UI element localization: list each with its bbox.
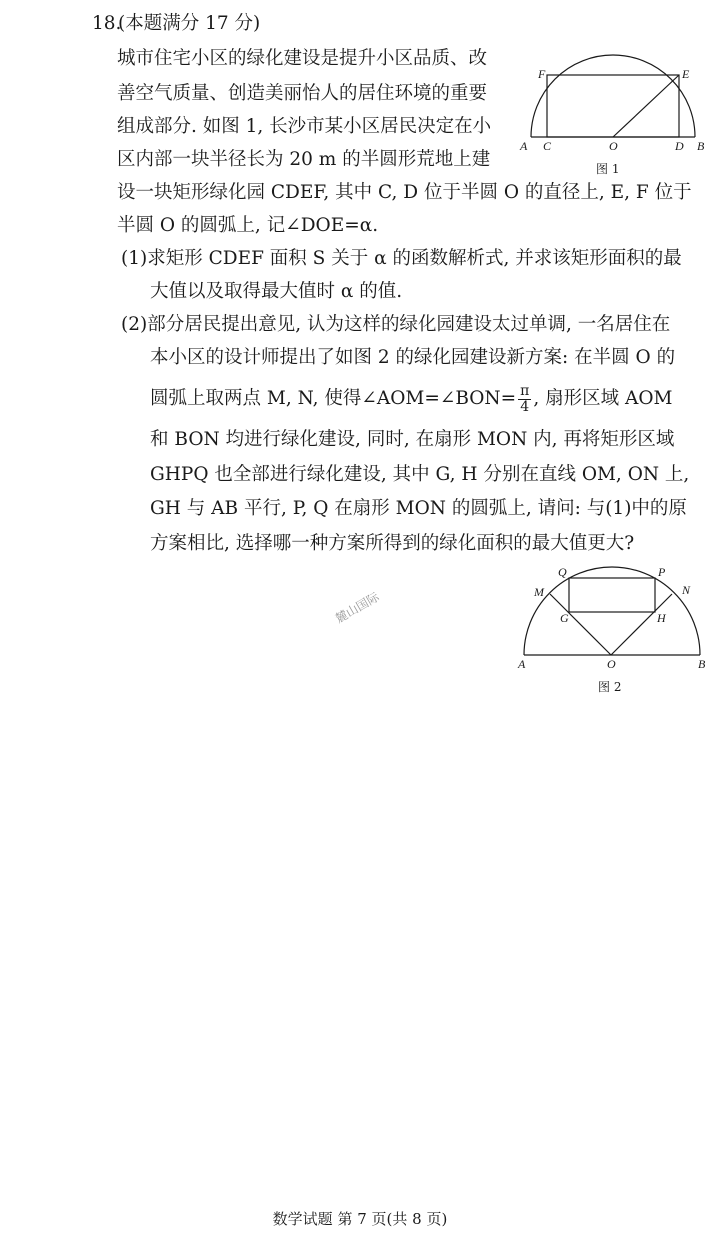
part2-line-2: 本小区的设计师提出了如图 2 的绿化园建设新方案: 在半圆 O 的 [150, 347, 676, 368]
intro-line-5: 设一块矩形绿化园 CDEF, 其中 C, D 位于半圆 O 的直径上, E, F 位于 [117, 182, 692, 203]
watermark: 麓山国际 [333, 589, 382, 626]
intro-line-1: 城市住宅小区的绿化建设是提升小区品质、改 [117, 48, 488, 69]
fig1-label-a: A [520, 139, 528, 153]
fig2-label-a: A [518, 657, 526, 671]
fig1-label-o: O [609, 139, 618, 153]
figure-2-caption: 图 2 [598, 680, 622, 694]
figure-2 [512, 560, 712, 674]
intro-line-4: 区内部一块半径长为 20 m 的半圆形荒地上建 [117, 149, 491, 170]
figure-1-diagram [516, 40, 712, 156]
problem-number: 18. [92, 13, 122, 34]
fig1-label-d: D [675, 139, 684, 153]
part1-line-2: 大值以及取得最大值时 α 的值. [150, 281, 403, 302]
fig1-label-b: B [697, 139, 705, 153]
fraction-denominator: 4 [520, 398, 530, 415]
fig2-label-m: M [534, 585, 544, 599]
intro-line-3: 组成部分. 如图 1, 长沙市某小区居民决定在小 [117, 116, 492, 137]
pi-over-4-fraction [518, 384, 531, 414]
part2-line-1: (2)部分居民提出意见, 认为这样的绿化园建设太过单调, 一名居住在 [121, 314, 671, 335]
fig2-label-b: B [698, 657, 706, 671]
intro-line-6: 半圆 O 的圆弧上, 记∠DOE=α. [117, 215, 379, 236]
problem-score: (本题满分 17 分) [118, 13, 261, 34]
fraction-numerator: π [520, 383, 530, 399]
figure-1 [516, 40, 712, 156]
fig2-label-n: N [682, 583, 691, 597]
part2-line-3-before: 圆弧上取两点 M, N, 使得∠AOM=∠BON= [150, 388, 517, 410]
part2-line-7: 方案相比, 选择哪一种方案所得到的绿化面积的最大值更大? [150, 533, 635, 554]
fig2-label-p: P [658, 565, 666, 579]
part2-line-3-after: , 扇形区域 AOM [533, 388, 673, 410]
fig2-label-o: O [607, 657, 616, 671]
part2-line-4: 和 BON 均进行绿化建设, 同时, 在扇形 MON 内, 再将矩形区域 [150, 429, 675, 450]
page-footer: 数学试题 第 7 页(共 8 页) [272, 1210, 448, 1228]
fig1-label-e: E [682, 67, 690, 81]
part2-line-5: GHPQ 也全部进行绿化建设, 其中 G, H 分别在直线 OM, ON 上, [150, 464, 690, 485]
fig2-label-h: H [657, 611, 666, 625]
figure-1-caption: 图 1 [596, 162, 620, 176]
fig1-label-f: F [538, 67, 546, 81]
figure-2-diagram [512, 560, 712, 674]
part2-line-3 [150, 384, 672, 414]
fig2-label-g: G [560, 611, 569, 625]
part1-line-1: (1)求矩形 CDEF 面积 S 关于 α 的函数解析式, 并求该矩形面积的最 [121, 248, 682, 269]
part2-line-6: GH 与 AB 平行, P, Q 在扇形 MON 的圆弧上, 请问: 与(1)中的原 [150, 498, 687, 519]
intro-line-2: 善空气质量、创造美丽怡人的居住环境的重要 [117, 83, 488, 104]
fig2-label-q: Q [558, 565, 567, 579]
fig1-label-c: C [543, 139, 552, 153]
